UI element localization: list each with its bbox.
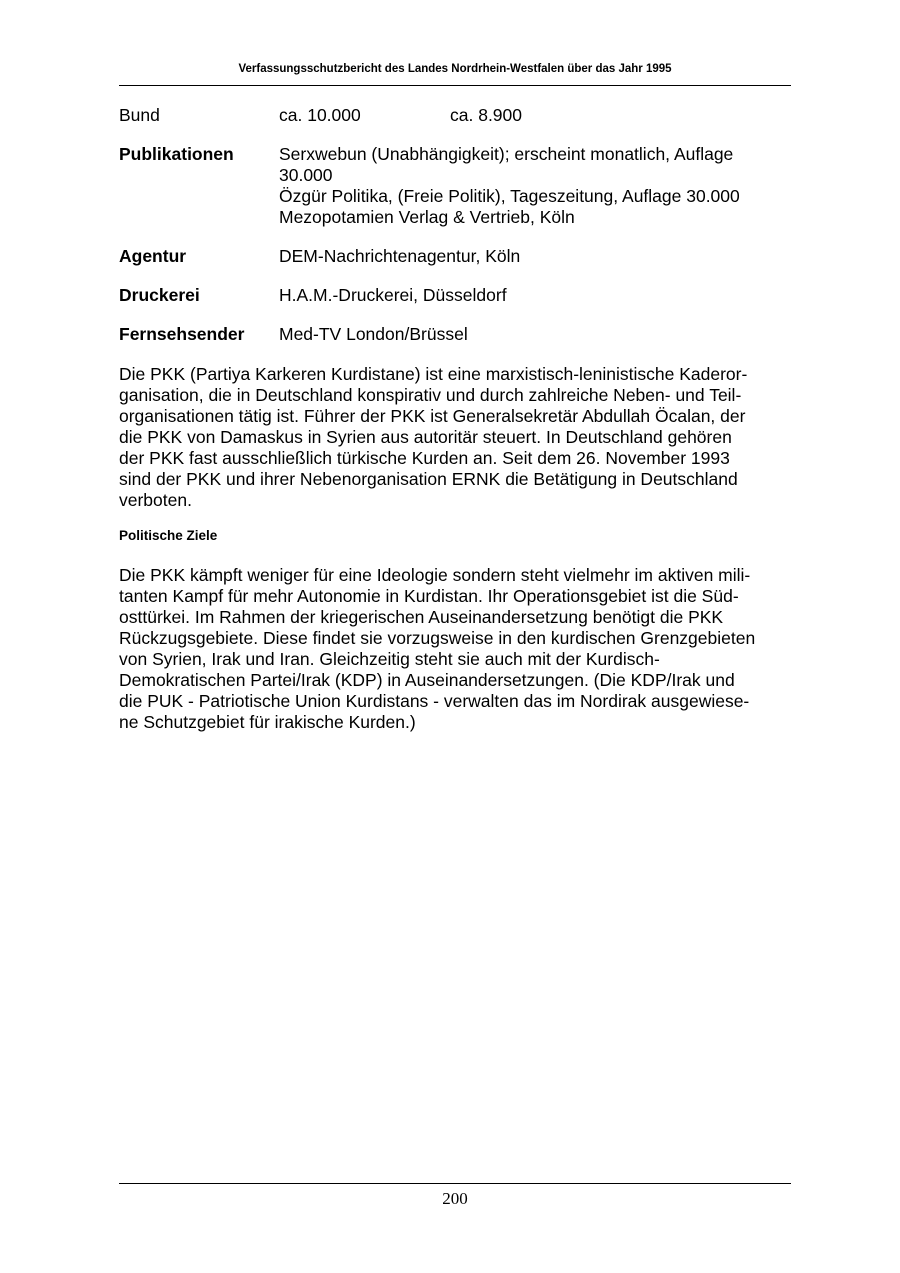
publikation-line: Serxwebun (Unabhängigkeit); erscheint monatlich, Auflage bbox=[279, 144, 734, 164]
text-line: von Syrien, Irak und Iran. Gleichzeitig steht sie auch mit der Kurdisch- bbox=[119, 649, 660, 669]
organization-info-table bbox=[119, 105, 791, 345]
text-line: sind der PKK und ihrer Nebenorganisation ERNK die Betätigung in Deutschland bbox=[119, 469, 738, 489]
text-line: Die PKK kämpft weniger für eine Ideologie sondern steht vielmehr im aktiven mili- bbox=[119, 565, 751, 585]
text-line: ganisation, die in Deutschland konspirativ und durch zahlreiche Neben- und Teil- bbox=[119, 385, 742, 405]
label-agentur: Agentur bbox=[119, 246, 187, 266]
value-bund-2: ca. 8.900 bbox=[450, 105, 522, 125]
value-publikationen bbox=[279, 144, 791, 228]
text-line: organisationen tätig ist. Führer der PKK ist Generalsekretär Abdullah Öcalan, der bbox=[119, 406, 746, 426]
footer-rule bbox=[119, 1183, 791, 1184]
section-paragraph bbox=[119, 565, 791, 733]
publikation-line: Özgür Politika, (Freie Politik), Tageszeitung, Auflage 30.000 bbox=[279, 186, 740, 206]
row-fernsehsender bbox=[119, 324, 791, 345]
value-druckerei: H.A.M.-Druckerei, Düsseldorf bbox=[279, 285, 507, 305]
value-bund-1: ca. 10.000 bbox=[279, 105, 361, 125]
value-fernsehsender: Med-TV London/Brüssel bbox=[279, 324, 468, 344]
text-line: ne Schutzgebiet für irakische Kurden.) bbox=[119, 712, 416, 732]
value-agentur: DEM-Nachrichtenagentur, Köln bbox=[279, 246, 521, 266]
text-line: tanten Kampf für mehr Autonomie in Kurdistan. Ihr Operationsgebiet ist die Süd- bbox=[119, 586, 739, 606]
publikation-line: 30.000 bbox=[279, 165, 333, 185]
label-druckerei: Druckerei bbox=[119, 285, 200, 305]
section-heading: Politische Ziele bbox=[119, 528, 218, 543]
intro-paragraph bbox=[119, 364, 791, 511]
label-publikationen: Publikationen bbox=[119, 144, 234, 164]
row-agentur bbox=[119, 246, 791, 267]
label-fernsehsender: Fernsehsender bbox=[119, 324, 245, 344]
row-bund bbox=[119, 105, 791, 126]
text-line: die PUK - Patriotische Union Kurdistans - verwalten das im Nordirak ausgewiese- bbox=[119, 691, 750, 711]
running-header: Verfassungsschutzbericht des Landes Nordrhein-Westfalen über das Jahr 1995 bbox=[238, 63, 672, 75]
text-line: die PKK von Damaskus in Syrien aus autoritär steuert. In Deutschland gehören bbox=[119, 427, 732, 447]
header-rule bbox=[119, 85, 791, 86]
text-line: Rückzugsgebiete. Diese findet sie vorzugsweise in den kurdischen Grenzgebieten bbox=[119, 628, 756, 648]
row-publikationen bbox=[119, 144, 791, 228]
page-number: 200 bbox=[442, 1189, 468, 1208]
text-line: verboten. bbox=[119, 490, 192, 510]
text-line: Demokratischen Partei/Irak (KDP) in Auseinandersetzungen. (Die KDP/Irak und bbox=[119, 670, 735, 690]
row-druckerei bbox=[119, 285, 791, 306]
text-line: Die PKK (Partiya Karkeren Kurdistane) ist eine marxistisch-leninistische Kaderor- bbox=[119, 364, 748, 384]
publikation-line: Mezopotamien Verlag & Vertrieb, Köln bbox=[279, 207, 575, 227]
text-line: der PKK fast ausschließlich türkische Kurden an. Seit dem 26. November 1993 bbox=[119, 448, 730, 468]
label-bund: Bund bbox=[119, 105, 160, 125]
text-line: osttürkei. Im Rahmen der kriegerischen Auseinandersetzung benötigt die PKK bbox=[119, 607, 724, 627]
